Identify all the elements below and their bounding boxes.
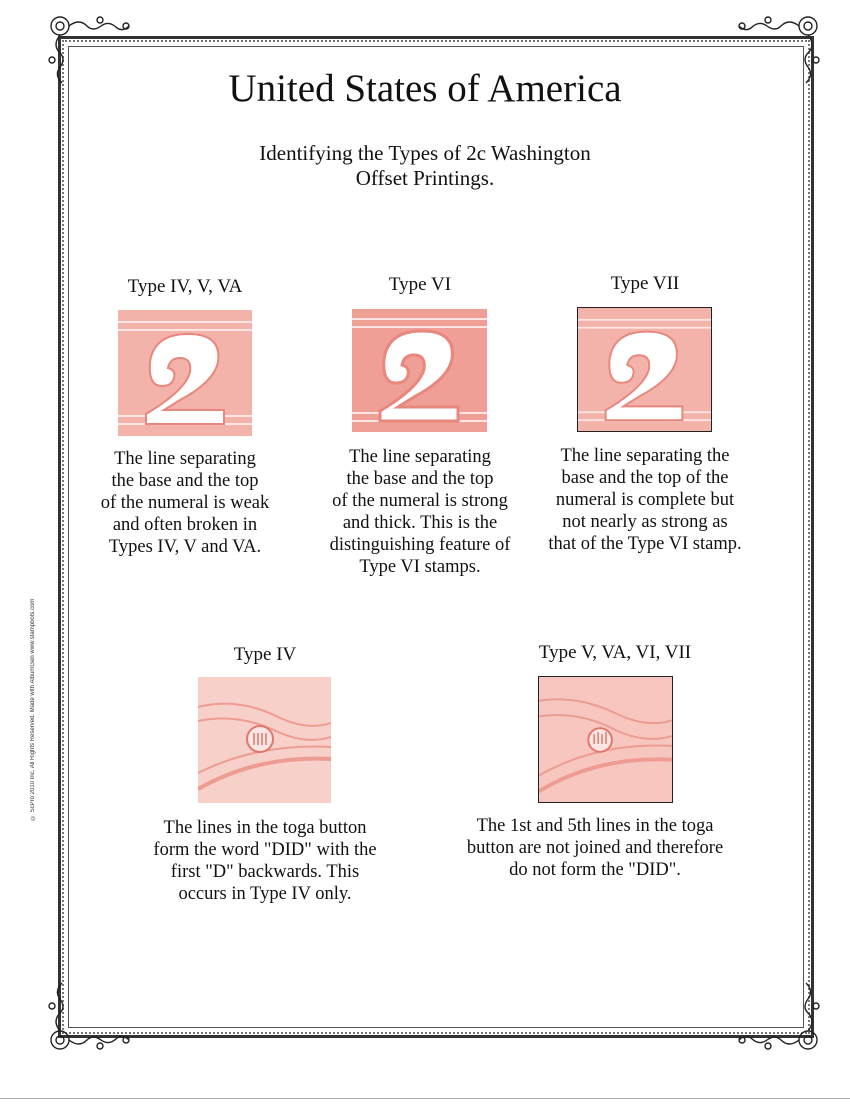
type-vi-description bbox=[315, 446, 525, 578]
type-vii-description bbox=[535, 445, 755, 555]
description-line: distinguishing feature of bbox=[329, 535, 511, 555]
description-line: occurs in Type IV only. bbox=[178, 884, 352, 904]
stamp-image-type-vii bbox=[577, 307, 712, 432]
description-line: The line separating bbox=[349, 447, 491, 467]
subtitle-line: Offset Printings. bbox=[355, 166, 495, 190]
type-iv-v-va-description bbox=[85, 448, 285, 558]
corner-ornament-bottom-left bbox=[40, 978, 150, 1058]
toga-type-v-va-vi-vii-description bbox=[450, 815, 740, 881]
stamp-image-toga-type-iv bbox=[198, 677, 331, 803]
description-line: not nearly as strong as bbox=[562, 512, 728, 532]
description-line: numeral is complete but bbox=[555, 490, 735, 510]
description-line: base and the top of the bbox=[561, 468, 729, 488]
description-line: Type VI stamps. bbox=[359, 557, 481, 577]
description-line: of the numeral is strong bbox=[332, 491, 508, 511]
copyright-notice: © ScPro 2010 Inc. All Rights Reserved. Made with AlbumGen www.stampbots.com bbox=[30, 598, 36, 820]
description-line: do not form the "DID". bbox=[509, 860, 681, 880]
description-line: and thick. This is the bbox=[342, 513, 498, 533]
description-line: that of the Type VI stamp. bbox=[548, 534, 742, 554]
type-vii-label: Type VII bbox=[610, 273, 680, 294]
description-line: The 1st and 5th lines in the toga bbox=[476, 816, 714, 836]
stamp-image-type-iv-v-va bbox=[118, 310, 252, 436]
description-line: of the numeral is weak bbox=[100, 493, 270, 513]
description-line: button are not joined and therefore bbox=[466, 838, 724, 858]
page-title: United States of America bbox=[228, 67, 622, 110]
toga-type-iv-description bbox=[140, 817, 390, 905]
subtitle-line: Identifying the Types of 2c Washington bbox=[259, 141, 591, 165]
page-subtitle bbox=[0, 141, 850, 191]
stamp-image-toga-type-v-va-vi-vii bbox=[538, 676, 673, 803]
scan-edge-line bbox=[0, 1098, 850, 1099]
corner-ornament-bottom-right bbox=[718, 978, 828, 1058]
description-line: and often broken in bbox=[112, 515, 258, 535]
type-iv-v-va-label: Type IV, V, VA bbox=[127, 276, 243, 297]
description-line: The lines in the toga button bbox=[163, 818, 367, 838]
description-line: the base and the top bbox=[111, 471, 259, 491]
type-vi-label: Type VI bbox=[388, 274, 452, 295]
description-line: first "D" backwards. This bbox=[170, 862, 360, 882]
description-line: The line separating the bbox=[560, 446, 730, 466]
description-line: Types IV, V and VA. bbox=[108, 537, 262, 557]
toga-type-v-va-vi-vii-label: Type V, VA, VI, VII bbox=[538, 642, 692, 663]
description-line: form the word "DID" with the bbox=[153, 840, 377, 860]
toga-type-iv-label: Type IV bbox=[233, 644, 297, 665]
stamp-image-type-vi bbox=[352, 309, 487, 432]
description-line: the base and the top bbox=[346, 469, 494, 489]
description-line: The line separating bbox=[114, 449, 256, 469]
